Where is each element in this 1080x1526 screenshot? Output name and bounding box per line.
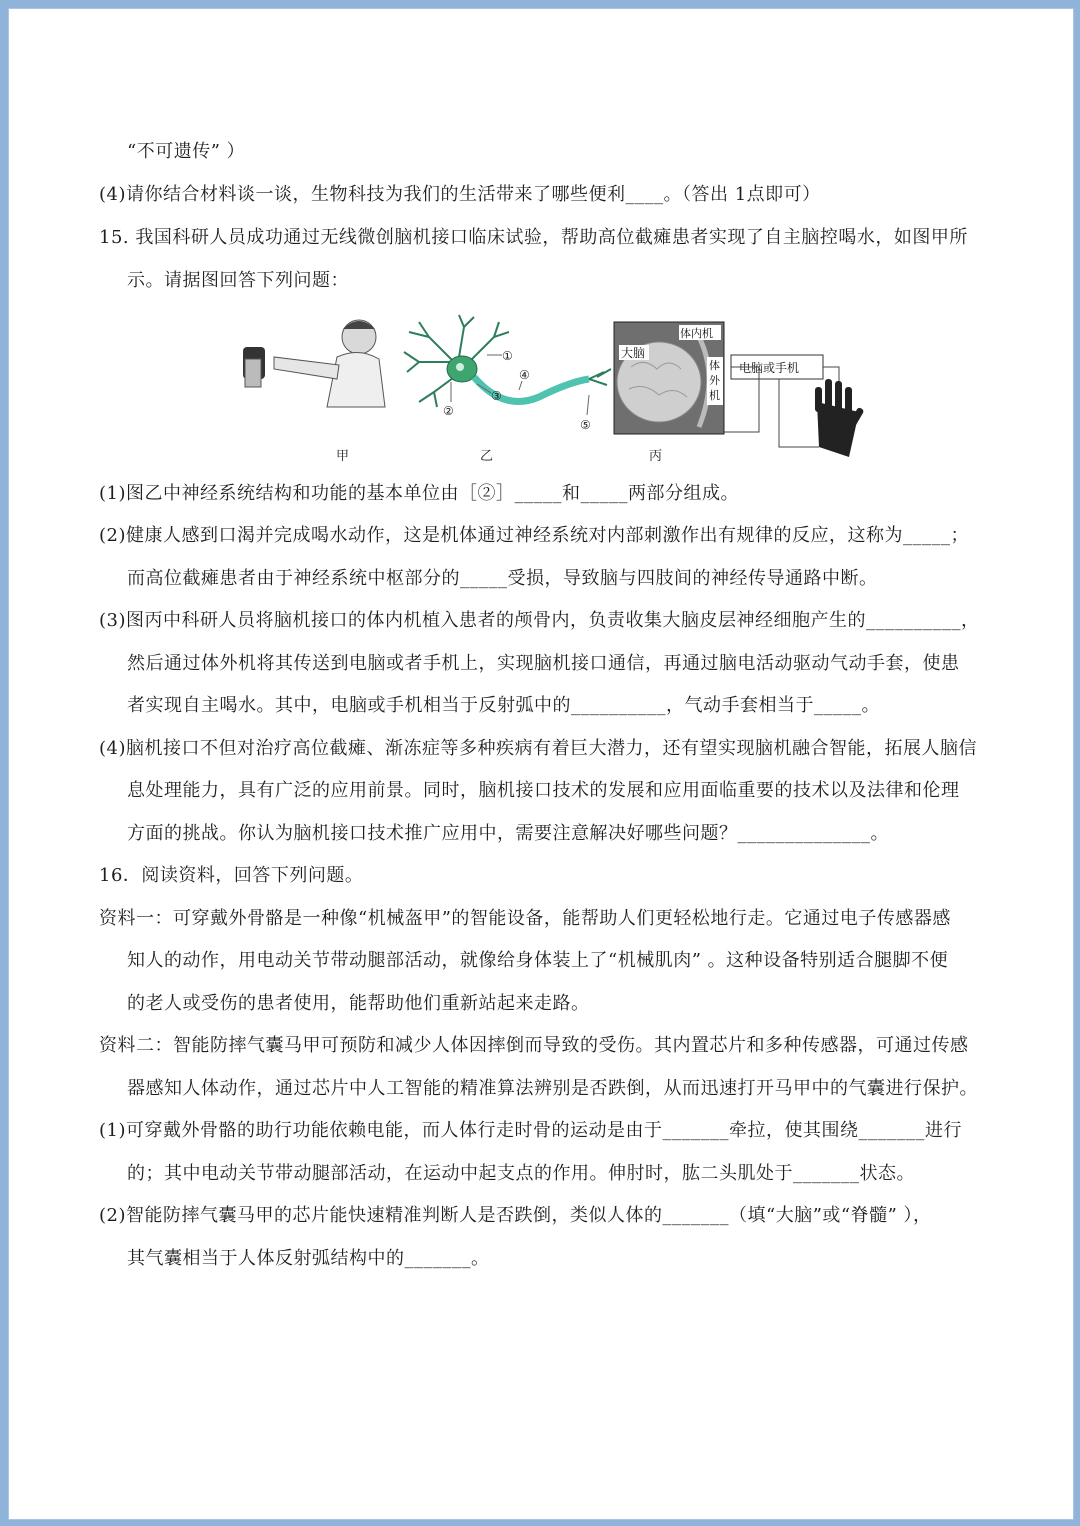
label-implant: 体内机 xyxy=(680,327,713,340)
question-15-4-cont2: 方面的挑战。你认为脑机接口技术推广应用中，需要注意解决好哪些问题？______________。 xyxy=(127,823,889,844)
pneumatic-glove xyxy=(815,379,864,457)
question-15-4-cont: 息处理能力，具有广泛的应用前景。同时，脑机接口技术的发展和应用面临重要的技术以及法律和伦理 xyxy=(127,780,960,801)
marker-2: ② xyxy=(443,404,454,418)
label-external: 体外机 xyxy=(709,359,720,402)
question-16-stem: 16．阅读资料，回答下列问题。 xyxy=(99,865,364,886)
material-1-cont: 知人的动作，用电动关节带动腿部活动，就像给身体装上了“机械肌肉” 。这种设备特别适合腿脚不便 xyxy=(127,950,949,971)
document-page xyxy=(8,8,1074,1520)
figure-svg xyxy=(219,307,869,467)
material-1: 资料一：可穿戴外骨骼是一种像“机械盔甲”的智能设备，能帮助人们更轻松地行走。它通过电子传感器感 xyxy=(99,908,951,929)
question-16-1-cont: 的；其中电动关节带动腿部活动，在运动中起支点的作用。伸肘时，肱二头肌处于_______状态。 xyxy=(127,1163,915,1184)
question-15-2: (2)健康人感到口渴并完成喝水动作，这是机体通过神经系统对内部刺激作出有规律的反应，这称为_____； xyxy=(99,525,969,546)
question-15-3-cont: 然后通过体外机将其传送到电脑或者手机上，实现脑机接口通信，再通过脑电活动驱动气动手套，使患 xyxy=(127,653,960,674)
question-16-2-cont: 其气囊相当于人体反射弧结构中的_______。 xyxy=(127,1248,490,1269)
question-15-stem: 15. 我国科研人员成功通过无线微创脑机接口临床试验，帮助高位截瘫患者实现了自主脑控喝水，如图甲所 xyxy=(99,227,968,248)
question-15-3-cont2: 者实现自主喝水。其中，电脑或手机相当于反射弧中的__________，气动手套相当于_____。 xyxy=(127,695,880,716)
marker-4: ④ xyxy=(519,368,530,382)
label-jia: 甲 xyxy=(336,449,350,464)
question-15-4: (4)脑机接口不但对治疗高位截瘫、渐冻症等多种疾病有着巨大潜力，还有望实现脑机融合智能，拓展人脑信 xyxy=(99,738,977,759)
question-16-2: (2)智能防摔气囊马甲的芯片能快速精准判断人是否跌倒，类似人体的_______（填“大脑”或“脊髓” ）， xyxy=(99,1205,932,1226)
question-15-stem-cont: 示。请据图回答下列问题： xyxy=(127,270,349,291)
material-2-cont: 器感知人体动作，通过芯片中人工智能的精准算法辨别是否跌倒，从而迅速打开马甲中的气囊进行保护。 xyxy=(127,1078,978,1099)
marker-5: ⑤ xyxy=(580,418,591,432)
question-15-2-cont: 而高位截瘫患者由于神经系统中枢部分的_____受损，导致脑与四肢间的神经传导通路中断。 xyxy=(127,568,878,589)
label-computer-phone: 电脑或手机 xyxy=(739,361,800,375)
text-line: “不可遗传” ） xyxy=(127,141,246,162)
figure-bci xyxy=(219,307,869,467)
neuron-diagram xyxy=(404,315,611,432)
question-15-1: (1)图乙中神经系统结构和功能的基本单位由［②］_____和_____两部分组成。 xyxy=(99,483,739,504)
label-yi: 乙 xyxy=(480,449,494,464)
marker-3: ③ xyxy=(491,389,502,403)
patient-drinking-illustration xyxy=(243,320,385,407)
question-14-4: (4)请你结合材料谈一谈，生物科技为我们的生活带来了哪些便利____。（答出 1点即可） xyxy=(99,184,821,205)
bci-system-diagram xyxy=(614,322,864,457)
material-1-cont2: 的老人或受伤的患者使用，能帮助他们重新站起来走路。 xyxy=(127,993,590,1014)
marker-1: ① xyxy=(502,349,513,363)
question-16-1: (1)可穿戴外骨骼的助行功能依赖电能，而人体行走时骨的运动是由于_______牵拉，使其围绕_______进行 xyxy=(99,1120,962,1141)
label-brain: 大脑 xyxy=(621,346,646,360)
question-15-3: (3)图丙中科研人员将脑机接口的体内机植入患者的颅骨内，负责收集大脑皮层神经细胞产生的__________， xyxy=(99,610,980,631)
material-2: 资料二：智能防摔气囊马甲可预防和减少人体因摔倒而导致的受伤。其内置芯片和多种传感器，可通过传感 xyxy=(99,1035,969,1056)
label-bing: 丙 xyxy=(649,449,663,464)
